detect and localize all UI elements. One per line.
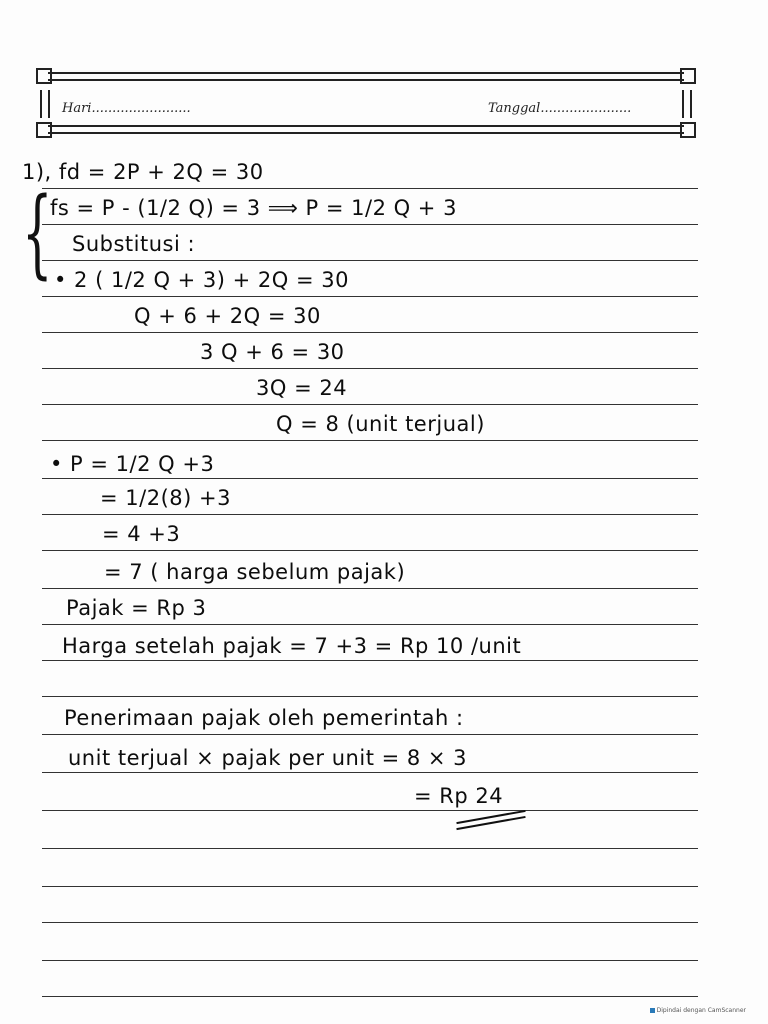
ruled-line <box>42 404 698 405</box>
ruled-line <box>42 960 698 961</box>
substitution-step-4: 3Q = 24 <box>256 376 348 400</box>
ruled-line <box>42 810 698 811</box>
ruled-line <box>42 260 698 261</box>
tanggal-field: Tanggal...................... <box>488 101 632 116</box>
result-underline <box>456 816 525 830</box>
ruled-line <box>42 734 698 735</box>
scanner-watermark: Dipindai dengan CamScanner <box>650 1007 746 1014</box>
price-step-2: = 1/2(8) +3 <box>100 486 231 510</box>
substitution-heading: Substitusi : <box>72 232 196 256</box>
supply-equation: fs = P - (1/2 Q) = 3 ⟹ P = 1/2 Q + 3 <box>50 196 457 220</box>
ruled-line <box>42 478 698 479</box>
ruled-line <box>42 368 698 369</box>
ruled-line <box>42 550 698 551</box>
ruled-line <box>42 332 698 333</box>
ruled-line <box>42 922 698 923</box>
ruled-line <box>42 588 698 589</box>
ruled-line <box>42 440 698 441</box>
hari-field: Hari........................ <box>62 101 191 116</box>
revenue-result: = Rp 24 <box>414 784 504 808</box>
ruled-line <box>42 696 698 697</box>
ruled-line <box>42 886 698 887</box>
ruled-line <box>42 660 698 661</box>
substitution-step-2: Q + 6 + 2Q = 30 <box>134 304 321 328</box>
revenue-heading: Penerimaan pajak oleh pemerintah : <box>64 706 464 730</box>
quantity-result: Q = 8 (unit terjual) <box>276 412 485 436</box>
demand-equation: 1), fd = 2P + 2Q = 30 <box>22 160 264 184</box>
substitution-step-3: 3 Q + 6 = 30 <box>200 340 345 364</box>
substitution-step-1: • 2 ( 1/2 Q + 3) + 2Q = 30 <box>54 268 349 292</box>
ruled-line <box>42 188 698 189</box>
ruled-line <box>42 296 698 297</box>
ruled-line <box>42 224 698 225</box>
ruled-line <box>42 996 698 997</box>
revenue-formula: unit terjual × pajak per unit = 8 × 3 <box>68 746 468 770</box>
price-step-1: • P = 1/2 Q +3 <box>50 452 215 476</box>
tax-amount: Pajak = Rp 3 <box>66 596 207 620</box>
ruled-line <box>42 848 698 849</box>
price-after-tax: Harga setelah pajak = 7 +3 = Rp 10 /unit <box>62 634 522 658</box>
ruled-line <box>42 772 698 773</box>
ruled-line <box>42 624 698 625</box>
price-result: = 7 ( harga sebelum pajak) <box>104 560 406 584</box>
camscanner-logo-icon <box>650 1008 655 1013</box>
left-brace-icon: { <box>22 177 53 289</box>
price-step-3: = 4 +3 <box>102 522 181 546</box>
ruled-line <box>42 514 698 515</box>
